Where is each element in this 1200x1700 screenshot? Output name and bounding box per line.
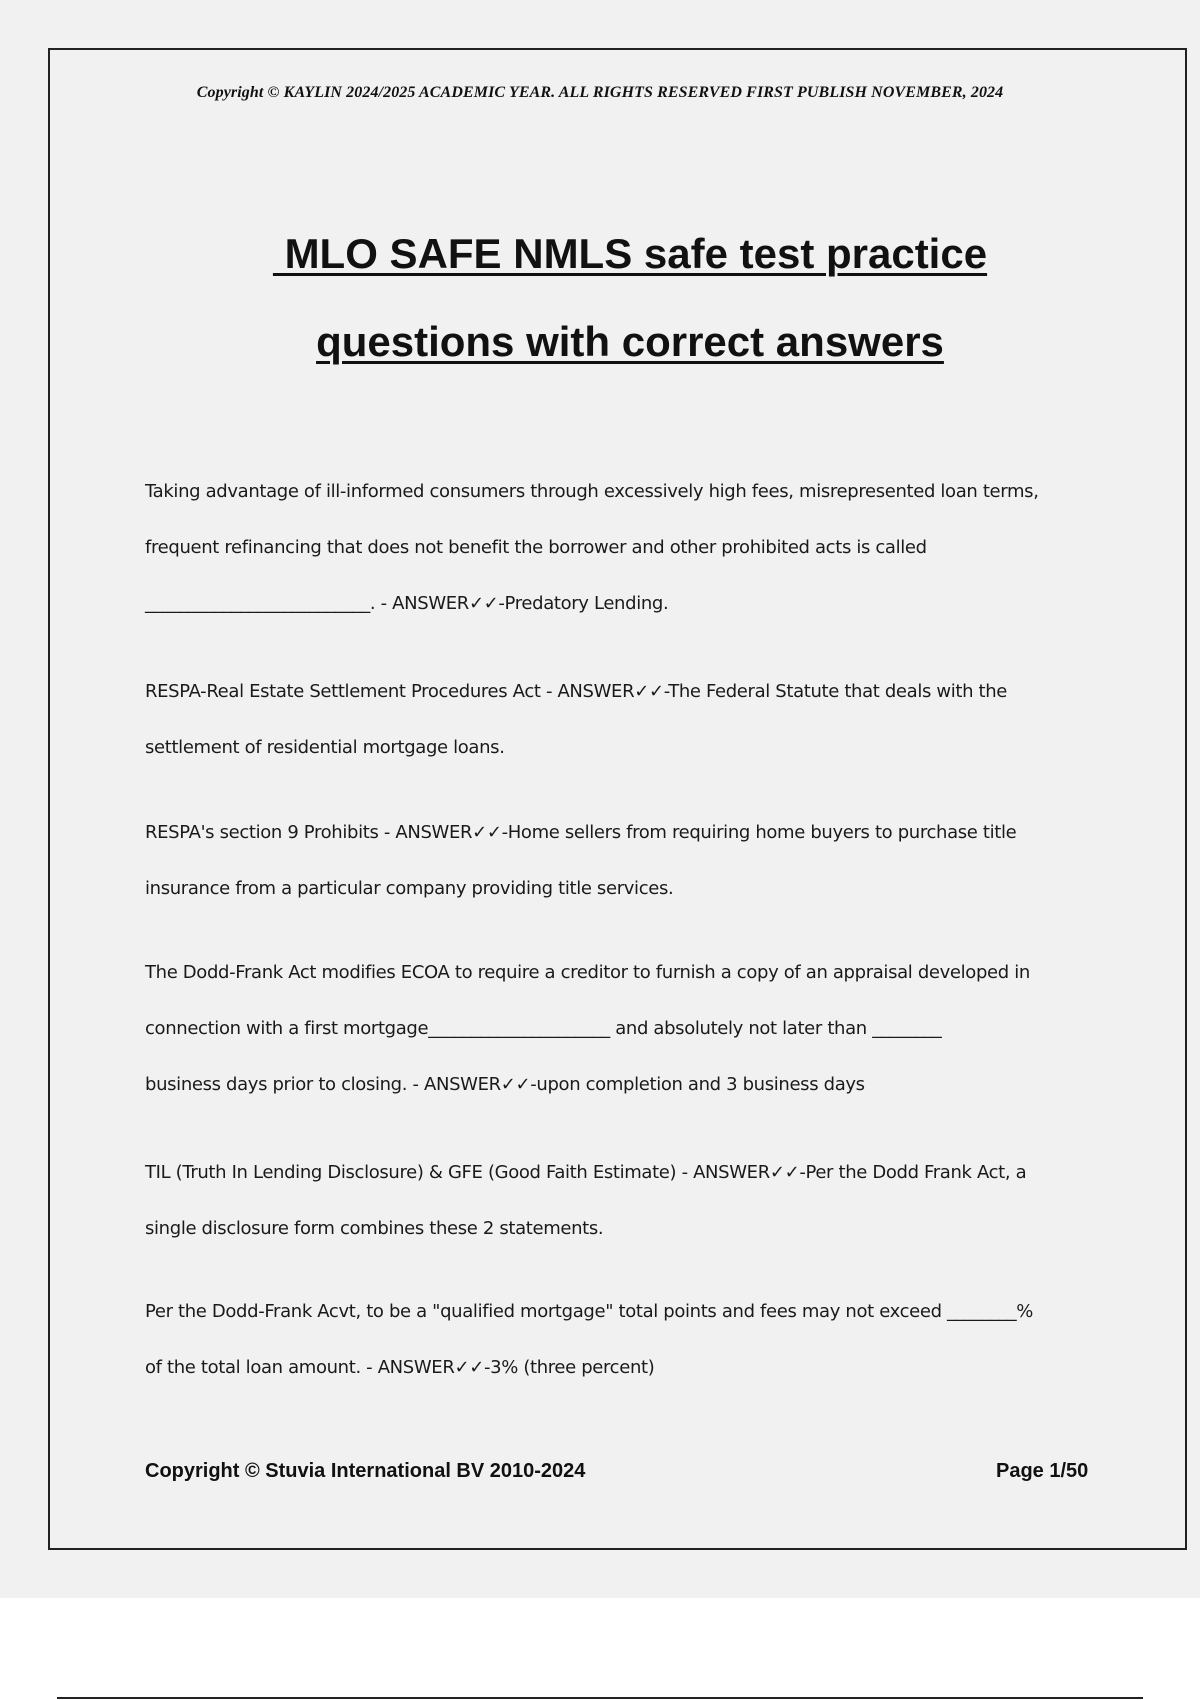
question-line: of the total loan amount. - ANSWER✓✓-3% (three percent) — [145, 1357, 655, 1378]
question-line: TIL (Truth In Lending Disclosure) & GFE (Good Faith Estimate) - ANSWER✓✓-Per the Dodd Frank Act, a — [145, 1162, 1027, 1183]
question-line: RESPA-Real Estate Settlement Procedures Act - ANSWER✓✓-The Federal Statute that deals with the — [145, 681, 1008, 702]
question-line: __________________________. - ANSWER✓✓-Predatory Lending. — [145, 593, 669, 614]
question-line: Per the Dodd-Frank Acvt, to be a "qualified mortgage" total points and fees may not exceed ________% — [145, 1301, 1033, 1322]
question-3 — [145, 805, 1085, 917]
question-line: RESPA's section 9 Prohibits - ANSWER✓✓-Home sellers from requiring home buyers to purchase title — [145, 822, 1017, 843]
question-line: frequent refinancing that does not benefit the borrower and other prohibited acts is called — [145, 537, 927, 558]
header-copyright: Copyright © KAYLIN 2024/2025 ACADEMIC YEAR. ALL RIGHTS RESERVED FIRST PUBLISH NOVEMBER, 2024 — [196, 84, 1004, 101]
question-line: The Dodd-Frank Act modifies ECOA to require a creditor to furnish a copy of an appraisal developed in — [145, 962, 1030, 983]
footer-copyright: Copyright © Stuvia International BV 2010-2024 — [145, 1460, 586, 1482]
title-line-1: MLO SAFE NMLS safe test practice — [272, 230, 988, 277]
document-title — [60, 210, 1200, 386]
question-6 — [145, 1284, 1085, 1396]
question-line: insurance from a particular company providing title services. — [145, 878, 674, 899]
divider — [57, 1697, 1143, 1699]
question-5 — [145, 1145, 1085, 1257]
question-line: settlement of residential mortgage loans. — [145, 737, 505, 758]
title-line-2: questions with correct answers — [316, 318, 944, 365]
question-line: single disclosure form combines these 2 statements. — [145, 1218, 604, 1239]
question-1 — [145, 464, 1085, 632]
question-4 — [145, 945, 1085, 1113]
question-2 — [145, 664, 1085, 776]
question-line: connection with a first mortgage_____________________ and absolutely not later than ________ — [145, 1018, 942, 1039]
page-number: Page 1/50 — [996, 1460, 1089, 1482]
question-line: business days prior to closing. - ANSWER✓✓-upon completion and 3 business days — [145, 1074, 865, 1095]
question-line: Taking advantage of ill-informed consumers through excessively high fees, misrepresented loan terms, — [145, 481, 1039, 502]
